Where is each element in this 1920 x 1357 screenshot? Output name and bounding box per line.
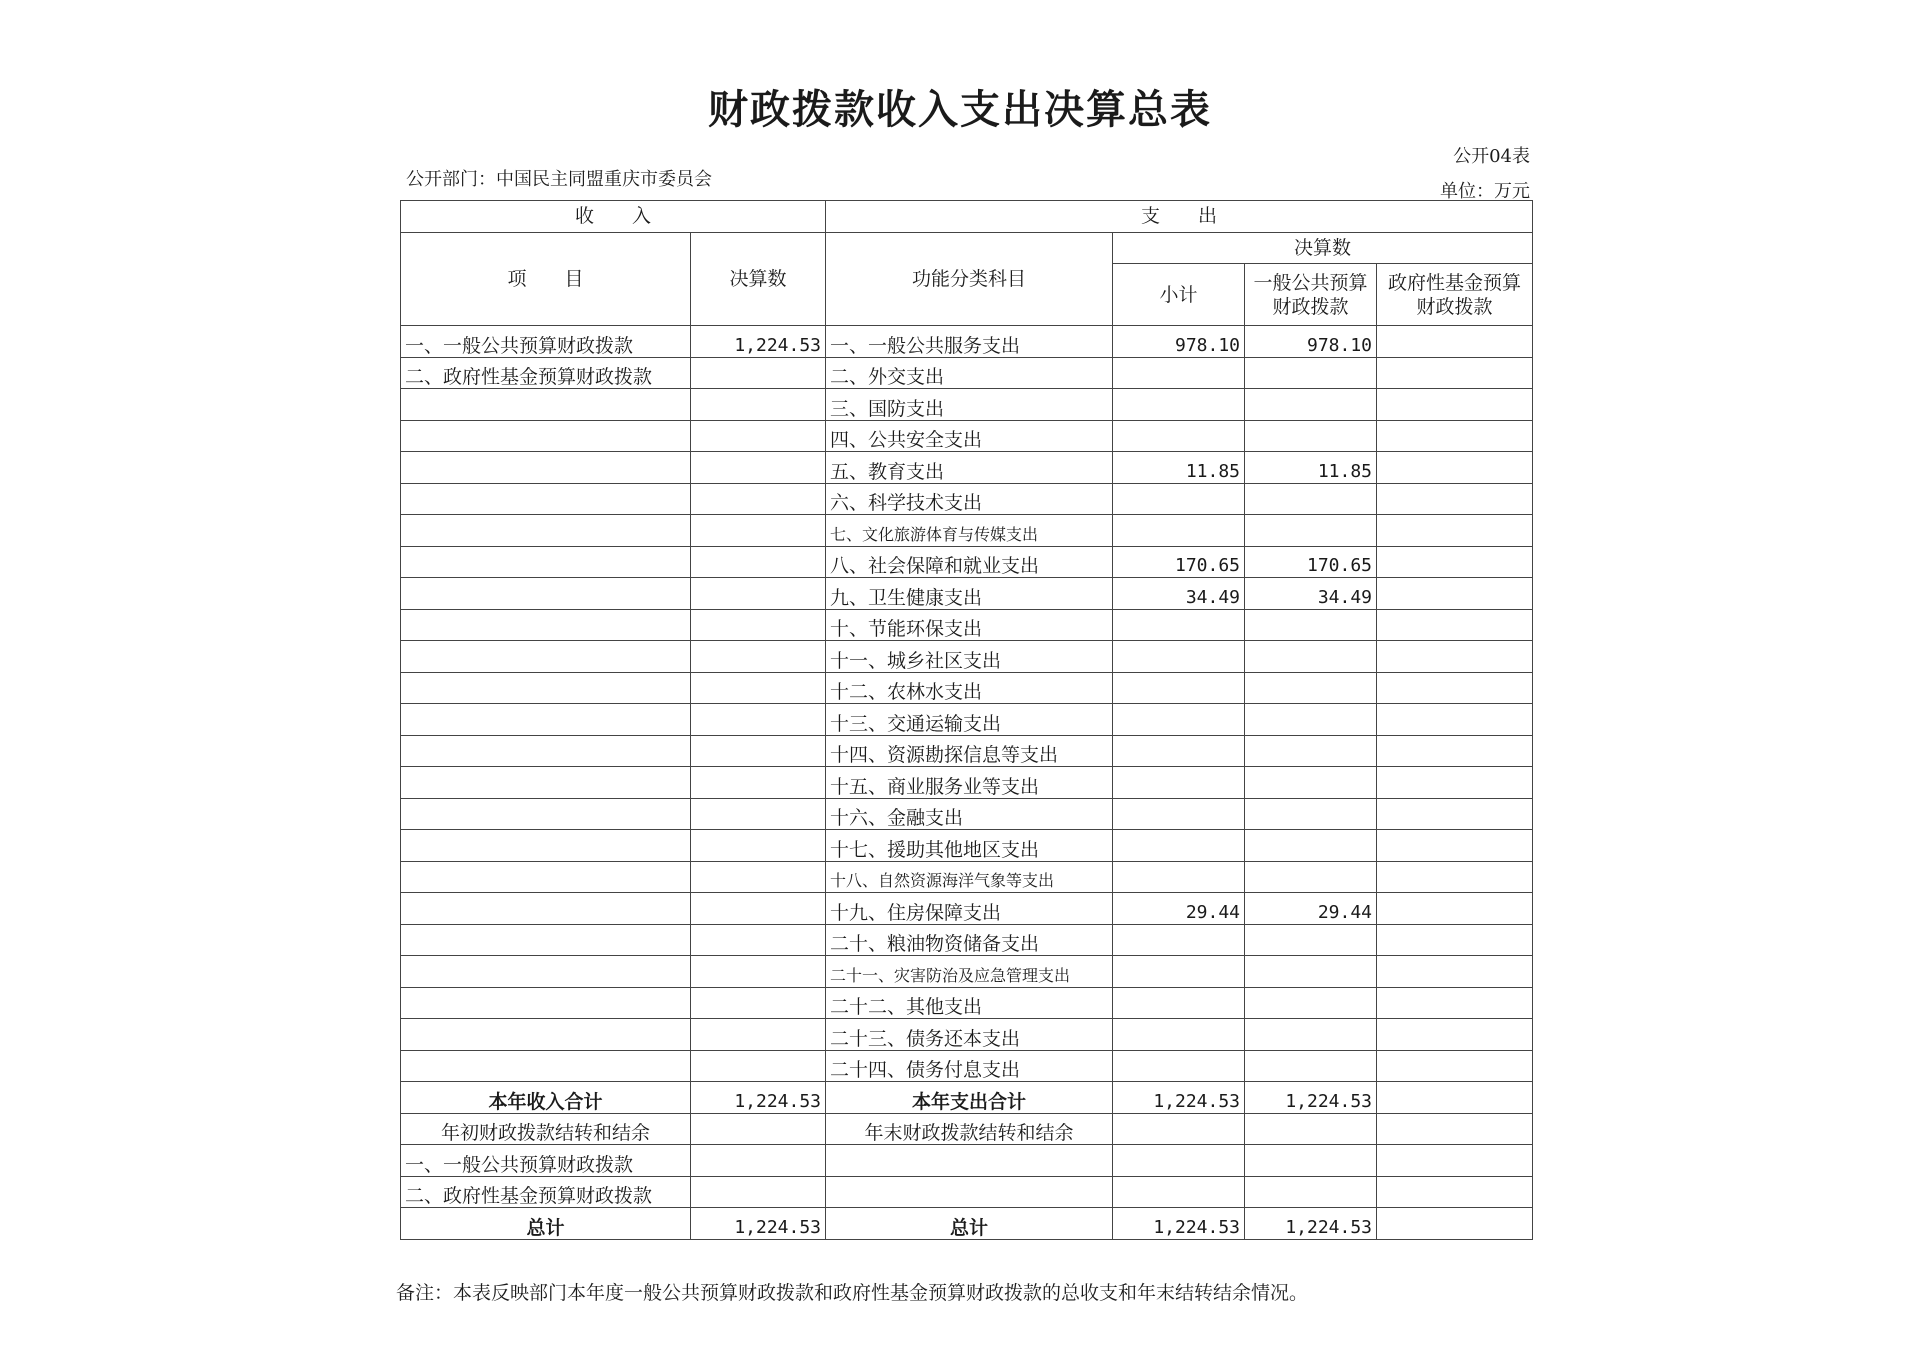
table-row (401, 1019, 1533, 1051)
table-row (401, 830, 1533, 862)
expense-item-cell: 二十三、债务还本支出 (826, 1019, 1113, 1051)
expense-item-cell: 十一、城乡社区支出 (826, 641, 1113, 673)
gov-fund-cell (1377, 798, 1533, 830)
table-row (401, 767, 1533, 799)
gov-fund-cell (1377, 672, 1533, 704)
general-budget-cell: 29.44 (1245, 893, 1377, 925)
expense-item-cell: 二十四、债务付息支出 (826, 1050, 1113, 1082)
income-item-cell: 本年收入合计 (401, 1082, 691, 1114)
subtotal-cell (1113, 1019, 1245, 1051)
expense-item-cell: 九、卫生健康支出 (826, 578, 1113, 610)
gov-fund-cell (1377, 735, 1533, 767)
income-item-cell (401, 893, 691, 925)
subtotal-cell (1113, 861, 1245, 893)
expense-item-cell (826, 1176, 1113, 1208)
general-budget-cell: 1,224.53 (1245, 1208, 1377, 1240)
header-row-1 (401, 201, 1533, 233)
income-item-cell (401, 420, 691, 452)
income-value-cell (691, 924, 826, 956)
gov-fund-cell (1377, 357, 1533, 389)
general-budget-cell: 170.65 (1245, 546, 1377, 578)
subtotal-cell (1113, 1050, 1245, 1082)
table-row (401, 924, 1533, 956)
gov-fund-cell (1377, 1050, 1533, 1082)
subtotal-cell (1113, 357, 1245, 389)
general-budget-cell (1245, 861, 1377, 893)
footnote: 备注：本表反映部门本年度一般公共预算财政拨款和政府性基金预算财政拨款的总收支和年末结转结余情况。 (396, 1282, 1309, 1304)
general-budget-cell (1245, 704, 1377, 736)
gov-fund-cell (1377, 861, 1533, 893)
gov-fund-cell (1377, 956, 1533, 988)
general-budget-cell (1245, 1019, 1377, 1051)
general-budget-header: 一般公共预算财政拨款 (1245, 264, 1377, 326)
subtotal-cell (1113, 956, 1245, 988)
table-row (401, 357, 1533, 389)
general-budget-cell: 978.10 (1245, 326, 1377, 358)
expense-item-cell: 年末财政拨款结转和结余 (826, 1113, 1113, 1145)
settlement-group-header: 决算数 (1113, 232, 1533, 264)
settlement-header: 决算数 (691, 232, 826, 326)
income-value-cell (691, 861, 826, 893)
subtotal-cell (1113, 389, 1245, 421)
general-budget-cell (1245, 420, 1377, 452)
table-row (401, 420, 1533, 452)
income-value-cell (691, 767, 826, 799)
income-item-cell (401, 924, 691, 956)
income-item-cell (401, 798, 691, 830)
income-item-cell: 二、政府性基金预算财政拨款 (401, 357, 691, 389)
table-row (401, 609, 1533, 641)
general-budget-cell (1245, 357, 1377, 389)
income-value-cell (691, 1145, 826, 1177)
subtotal-cell (1113, 515, 1245, 547)
department-label: 公开部门：中国民主同盟重庆市委员会 (406, 169, 712, 190)
subtotal-cell (1113, 483, 1245, 515)
expense-item-cell: 十九、住房保障支出 (826, 893, 1113, 925)
subtotal-cell (1113, 609, 1245, 641)
income-value-cell (691, 704, 826, 736)
gov-fund-cell (1377, 420, 1533, 452)
table-row (401, 326, 1533, 358)
income-value-cell (691, 452, 826, 484)
expense-item-cell: 十三、交通运输支出 (826, 704, 1113, 736)
subtotal-cell (1113, 924, 1245, 956)
fiscal-summary-table (400, 200, 1533, 1240)
income-value-cell (691, 1113, 826, 1145)
gov-fund-cell (1377, 830, 1533, 862)
income-item-cell (401, 483, 691, 515)
gov-fund-cell (1377, 987, 1533, 1019)
income-value-cell: 1,224.53 (691, 1208, 826, 1240)
summary-row (401, 1082, 1533, 1114)
table-row (401, 861, 1533, 893)
income-value-cell (691, 1176, 826, 1208)
general-budget-cell (1245, 924, 1377, 956)
expense-item-cell: 八、社会保障和就业支出 (826, 546, 1113, 578)
table-row (401, 672, 1533, 704)
gov-fund-cell (1377, 767, 1533, 799)
unit-label: 单位：万元 (1440, 181, 1530, 202)
income-item-cell (401, 515, 691, 547)
gov-fund-cell (1377, 893, 1533, 925)
income-value-cell (691, 641, 826, 673)
subtotal-cell (1113, 641, 1245, 673)
general-budget-cell: 11.85 (1245, 452, 1377, 484)
income-item-cell: 一、一般公共预算财政拨款 (401, 326, 691, 358)
expense-item-cell: 四、公共安全支出 (826, 420, 1113, 452)
expense-item-cell: 二、外交支出 (826, 357, 1113, 389)
gov-fund-cell (1377, 1145, 1533, 1177)
page-title: 财政拨款收入支出决算总表 (708, 86, 1212, 133)
gov-fund-cell (1377, 483, 1533, 515)
gov-fund-cell (1377, 641, 1533, 673)
income-item-cell (401, 830, 691, 862)
income-value-cell (691, 483, 826, 515)
table-row (401, 641, 1533, 673)
subtotal-cell (1113, 987, 1245, 1019)
table-row (401, 578, 1533, 610)
income-value-cell: 1,224.53 (691, 1082, 826, 1114)
functional-category-header: 功能分类科目 (826, 232, 1113, 326)
general-budget-cell (1245, 389, 1377, 421)
subtotal-cell: 1,224.53 (1113, 1082, 1245, 1114)
expense-item-cell: 五、教育支出 (826, 452, 1113, 484)
table-row (401, 483, 1533, 515)
income-item-cell (401, 987, 691, 1019)
expense-item-cell (826, 1145, 1113, 1177)
income-item-cell (401, 389, 691, 421)
subtotal-cell (1113, 830, 1245, 862)
income-value-cell (691, 956, 826, 988)
expense-item-cell: 六、科学技术支出 (826, 483, 1113, 515)
subtotal-header: 小计 (1113, 264, 1245, 326)
income-item-cell: 二、政府性基金预算财政拨款 (401, 1176, 691, 1208)
subtotal-cell: 11.85 (1113, 452, 1245, 484)
gov-fund-cell (1377, 924, 1533, 956)
table-row (401, 452, 1533, 484)
subtotal-cell (1113, 798, 1245, 830)
income-item-cell (401, 861, 691, 893)
expense-item-cell: 一、一般公共服务支出 (826, 326, 1113, 358)
subtotal-cell: 34.49 (1113, 578, 1245, 610)
income-value-cell (691, 1050, 826, 1082)
subtotal-cell (1113, 672, 1245, 704)
expense-item-cell: 二十一、灾害防治及应急管理支出 (826, 956, 1113, 988)
income-value-cell (691, 420, 826, 452)
table-row (401, 956, 1533, 988)
table-row (401, 389, 1533, 421)
income-item-cell (401, 641, 691, 673)
subtotal-cell (1113, 704, 1245, 736)
item-header: 项 目 (401, 232, 691, 326)
subtotal-cell (1113, 735, 1245, 767)
expense-item-cell: 七、文化旅游体育与传媒支出 (826, 515, 1113, 547)
general-budget-cell (1245, 672, 1377, 704)
table-row (401, 546, 1533, 578)
general-budget-cell (1245, 483, 1377, 515)
income-item-cell (401, 704, 691, 736)
gov-fund-cell (1377, 1082, 1533, 1114)
expense-item-cell: 二十二、其他支出 (826, 987, 1113, 1019)
general-budget-cell (1245, 798, 1377, 830)
income-item-cell: 年初财政拨款结转和结余 (401, 1113, 691, 1145)
table-row (401, 987, 1533, 1019)
expense-header: 支 出 (826, 201, 1533, 233)
income-value-cell (691, 735, 826, 767)
income-value-cell (691, 987, 826, 1019)
income-item-cell (401, 1050, 691, 1082)
income-header: 收 入 (401, 201, 826, 233)
general-budget-cell (1245, 767, 1377, 799)
income-item-cell: 一、一般公共预算财政拨款 (401, 1145, 691, 1177)
income-value-cell (691, 357, 826, 389)
table-row (401, 515, 1533, 547)
gov-fund-cell (1377, 704, 1533, 736)
income-value-cell (691, 389, 826, 421)
income-value-cell (691, 893, 826, 925)
subtotal-cell: 29.44 (1113, 893, 1245, 925)
income-item-cell (401, 735, 691, 767)
income-value-cell (691, 830, 826, 862)
general-budget-cell: 1,224.53 (1245, 1082, 1377, 1114)
income-item-cell (401, 767, 691, 799)
subtotal-cell: 978.10 (1113, 326, 1245, 358)
income-item-cell (401, 956, 691, 988)
general-budget-cell (1245, 1176, 1377, 1208)
expense-item-cell: 十八、自然资源海洋气象等支出 (826, 861, 1113, 893)
gov-fund-cell (1377, 609, 1533, 641)
gov-fund-cell (1377, 452, 1533, 484)
income-item-cell (401, 609, 691, 641)
income-value-cell: 1,224.53 (691, 326, 826, 358)
table-row (401, 1050, 1533, 1082)
subtotal-cell (1113, 1113, 1245, 1145)
summary-row (401, 1208, 1533, 1240)
gov-fund-cell (1377, 326, 1533, 358)
income-value-cell (691, 546, 826, 578)
general-budget-cell (1245, 956, 1377, 988)
expense-item-cell: 十、节能环保支出 (826, 609, 1113, 641)
gov-fund-cell (1377, 1113, 1533, 1145)
income-item-cell (401, 672, 691, 704)
expense-item-cell: 本年支出合计 (826, 1082, 1113, 1114)
income-value-cell (691, 798, 826, 830)
gov-fund-cell (1377, 578, 1533, 610)
general-budget-cell (1245, 641, 1377, 673)
general-budget-cell (1245, 1145, 1377, 1177)
subtotal-cell (1113, 420, 1245, 452)
table-row (401, 704, 1533, 736)
expense-item-cell: 三、国防支出 (826, 389, 1113, 421)
subtotal-cell (1113, 1145, 1245, 1177)
income-item-cell (401, 578, 691, 610)
table-row (401, 798, 1533, 830)
general-budget-cell: 34.49 (1245, 578, 1377, 610)
summary-row (401, 1176, 1533, 1208)
summary-row (401, 1145, 1533, 1177)
general-budget-cell (1245, 1113, 1377, 1145)
table-row (401, 735, 1533, 767)
income-item-cell (401, 546, 691, 578)
expense-item-cell: 总计 (826, 1208, 1113, 1240)
gov-fund-cell (1377, 1176, 1533, 1208)
income-value-cell (691, 1019, 826, 1051)
subtotal-cell: 1,224.53 (1113, 1208, 1245, 1240)
form-number: 公开04表 (1453, 146, 1530, 167)
income-item-cell (401, 1019, 691, 1051)
expense-item-cell: 十六、金融支出 (826, 798, 1113, 830)
gov-fund-cell (1377, 1019, 1533, 1051)
general-budget-cell (1245, 735, 1377, 767)
gov-fund-cell (1377, 389, 1533, 421)
header-row-2 (401, 232, 1533, 264)
subtotal-cell (1113, 767, 1245, 799)
expense-item-cell: 十七、援助其他地区支出 (826, 830, 1113, 862)
general-budget-cell (1245, 609, 1377, 641)
table-body (401, 201, 1533, 1240)
subtotal-cell (1113, 1176, 1245, 1208)
expense-item-cell: 二十、粮油物资储备支出 (826, 924, 1113, 956)
income-value-cell (691, 609, 826, 641)
gov-fund-cell (1377, 546, 1533, 578)
subtotal-cell: 170.65 (1113, 546, 1245, 578)
general-budget-cell (1245, 987, 1377, 1019)
income-value-cell (691, 672, 826, 704)
general-budget-cell (1245, 830, 1377, 862)
expense-item-cell: 十二、农林水支出 (826, 672, 1113, 704)
income-item-cell: 总计 (401, 1208, 691, 1240)
summary-row (401, 1113, 1533, 1145)
gov-fund-cell (1377, 515, 1533, 547)
gov-fund-header: 政府性基金预算财政拨款 (1377, 264, 1533, 326)
gov-fund-cell (1377, 1208, 1533, 1240)
expense-item-cell: 十四、资源勘探信息等支出 (826, 735, 1113, 767)
general-budget-cell (1245, 515, 1377, 547)
general-budget-cell (1245, 1050, 1377, 1082)
income-value-cell (691, 578, 826, 610)
expense-item-cell: 十五、商业服务业等支出 (826, 767, 1113, 799)
income-value-cell (691, 515, 826, 547)
income-item-cell (401, 452, 691, 484)
table-row (401, 893, 1533, 925)
